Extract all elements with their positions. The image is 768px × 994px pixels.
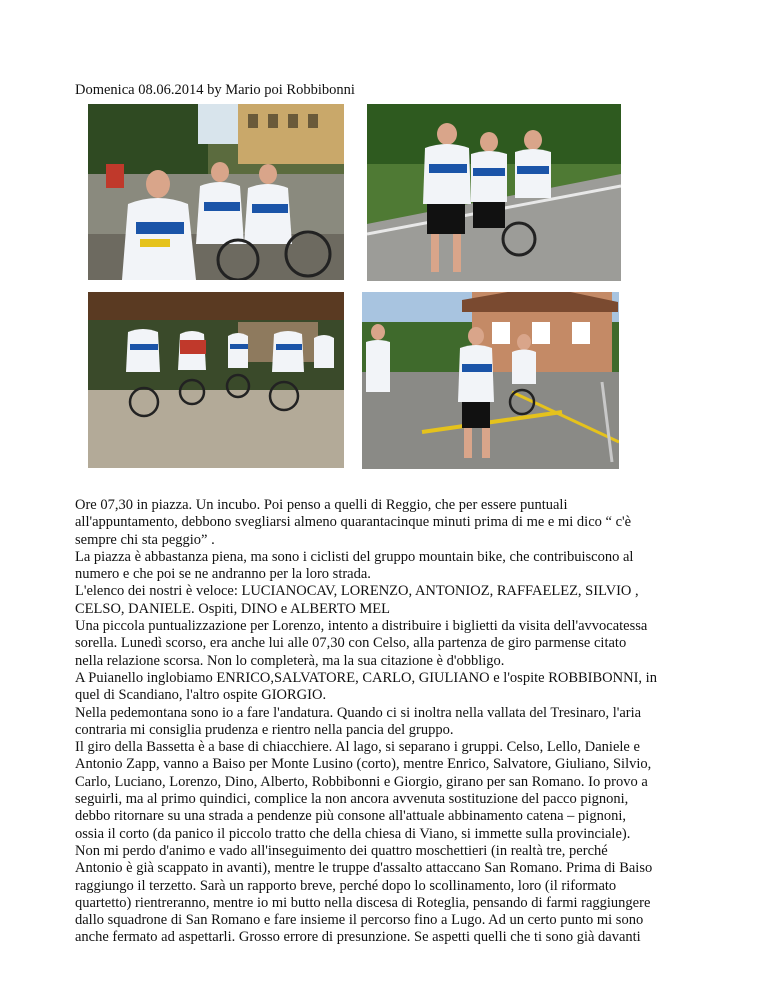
document-body: [75, 497, 700, 947]
body-line: anche fermato ad aspettarli. Grosso errore di presunzione. Se aspetti quelli che ti sono già davanti: [75, 929, 641, 946]
body-line: Non mi perdo d'animo e vado all'inseguimento dei quattro moschettieri (in realtà tre, perché: [75, 842, 608, 859]
body-line: Una piccola puntualizzazione per Lorenzo, intento a distribuire i biglietti da visita dell'avvocatessa: [75, 618, 648, 635]
body-line: numero e che poi se ne andranno per la loro strada.: [75, 566, 371, 583]
body-line: A Puianello inglobiamo ENRICO,SALVATORE, CARLO, GIULIANO e l'ospite ROBBIBONNI, in: [75, 669, 657, 686]
photo-icon: [362, 292, 619, 469]
photo-icon: [367, 104, 621, 281]
body-line: debbo ritornare su una strada a pendenze più consone all'attuale abbinamento catena – pignoni,: [75, 808, 626, 825]
photo-icon: [88, 292, 344, 468]
photo-crossing-street: [362, 292, 619, 469]
photo-icon: [88, 104, 344, 280]
body-line: Il giro della Bassetta è a base di chiacchiere. Al lago, si separano i gruppi. Celso, Lello, Daniele e: [75, 739, 640, 756]
body-line: nella relazione scorsa. Non lo completerà, ma la sua citazione è d'obbligo.: [75, 652, 505, 669]
body-line: Ore 07,30 in piazza. Un incubo. Poi penso a quelli di Reggio, che per essere puntuali: [75, 497, 568, 513]
body-line: Carlo, Luciano, Lorenzo, Dino, Alberto, Robbibonni e Giorgio, girano per san Romano. Io provo a: [75, 773, 648, 790]
body-line: all'appuntamento, debbono svegliarsi almeno quarantacinque minuti prima di me e mi dico “ c'è: [75, 514, 632, 531]
body-line: sorella. Lunedì scorso, era anche lui alle 07,30 con Celso, alla partenza de giro parmense citato: [75, 635, 627, 652]
body-line: La piazza è abbastanza piena, ma sono i ciclisti del gruppo mountain bike, che contribuiscono al: [75, 548, 634, 565]
body-line: raggiungo il terzetto. Sarà un rapporto breve, perché dopo lo scollinamento, loro (il riformato: [75, 877, 617, 894]
body-line: ossia il corto (da panico il piccolo tratto che della chiesa di Viano, si immette sulla provinciale).: [75, 825, 631, 842]
photo-group-square: [88, 292, 344, 468]
photo-group-start: [88, 104, 344, 280]
photo-road-three-cyclists: [367, 104, 621, 281]
body-line: L'elenco dei nostri è veloce: LUCIANOCAV, LORENZO, ANTONIOZ, RAFFAELEZ, SILVIO ,: [75, 583, 639, 600]
body-line: Nella pedemontana sono io a fare l'andatura. Quando ci si inoltra nella vallata del Tresinaro, l'aria: [75, 704, 642, 721]
body-line: Antonio è già scappato in avanti), mentre le truppe d'assalto attaccano San Romano. Prima di Baiso: [75, 860, 653, 877]
body-line: sempre chi sta peggio” .: [75, 531, 215, 548]
body-line: CELSO, DANIELE. Ospiti, DINO e ALBERTO MEL: [75, 600, 391, 617]
body-line: quartetto) rientreranno, mentre io mi butto nella discesa di Roteglia, pensando di farmi raggiungere: [75, 894, 651, 911]
body-line: contraria mi consiglia prudenza e rientro nella pancia del gruppo.: [75, 721, 454, 738]
body-line: quel di Scandiano, l'altro ospite GIORGIO.: [75, 687, 327, 704]
body-line: Antonio Zapp, vanno a Baiso per Monte Lusino (corto), mentre Enrico, Salvatore, Giuliano, Silvio,: [75, 756, 652, 773]
body-line: dallo squadrone di San Romano e fare insieme il percorso fino a Lugo. Ad un certo punto mi sono: [75, 912, 644, 929]
document-header: Domenica 08.06.2014 by Mario poi Robbibonni: [75, 82, 355, 98]
body-line: seguirli, ma al primo quindici, complice la non ancora avvenuta sostituzione del pacco pignoni,: [75, 791, 629, 808]
